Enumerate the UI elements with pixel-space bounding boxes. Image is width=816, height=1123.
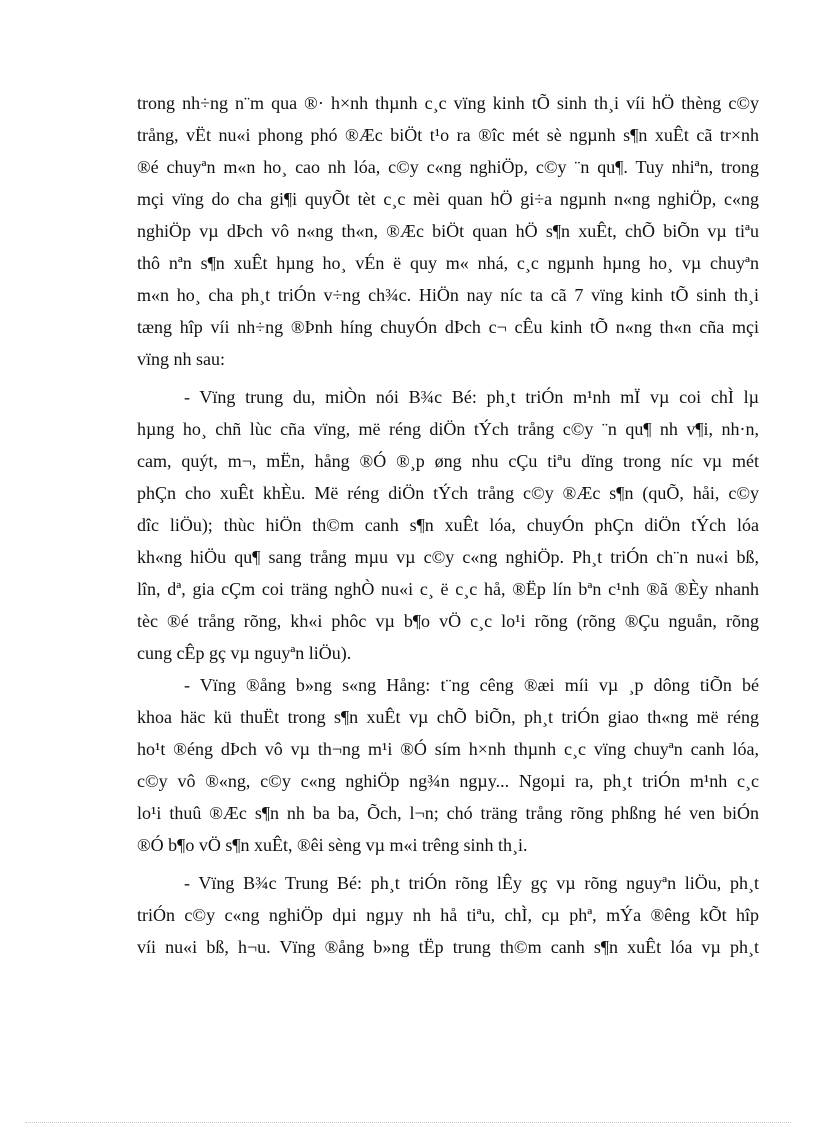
text-line: triÓn c©y c«ng nghiÖp dµi ngµy nh hå tiªu, chÌ, cµ phª, mÝa ®êng kÕt hîp: [137, 905, 759, 925]
text-line: - Vïng B¾c Trung Bé: ph¸t triÓn rõng lÊy gç vµ rõng nguyªn liÖu, ph¸t: [184, 873, 759, 893]
text-line: kh«ng hiÖu qu¶ sang trång mµu vµ c©y c«ng nghiÖp. Ph¸t triÓn ch¨n nu«i bß,: [137, 547, 759, 567]
text-line: tæng hîp víi nh÷ng ®Þnh híng chuyÓn dÞch c¬ cÊu kinh tÕ n«ng th«n cña mçi: [137, 317, 759, 337]
document-body: [137, 87, 759, 963]
text-line: c©y vô ®«ng, c©y c«ng nghiÖp ng¾n ngµy... Ngoµi ra, ph¸t triÓn m¹nh c¸c: [137, 771, 759, 791]
text-line: mçi vïng do cha gi¶i quyÕt tèt c¸c mèi quan hÖ gi÷a ngµnh n«ng nghiÖp, c«ng: [137, 189, 759, 209]
text-line: phÇn cho xuÊt khÈu. Më réng diÖn tÝch trång c©y ®Æc s¶n (quÕ, håi, c©y: [137, 483, 759, 503]
text-line: m«n ho¸ cha ph¸t triÓn v÷ng ch¾c. HiÖn nay níc ta cã 7 vïng kinh tÕ sinh th¸i: [137, 285, 759, 305]
text-line: trong nh÷ng n¨m qua ®· h×nh thµnh c¸c vïng kinh tÕ sinh th¸i víi hÖ thèng c©y: [137, 93, 759, 113]
text-line: lo¹i thuû ®Æc s¶n nh ba ba, Õch, l¬n; chó träng trång rõng phßng hé ven biÓn: [137, 803, 759, 823]
text-line: cam, quýt, m¬, mËn, hång ®Ó ®¸p øng nhu cÇu tiªu dïng trong níc vµ mét: [137, 451, 759, 471]
text-line: ho¹t ®éng dÞch vô vµ th¬ng m¹i ®Ó sím h×nh thµnh c¸c vïng chuyªn canh lóa,: [137, 739, 759, 759]
text-line: cung cÊp gç vµ nguyªn liÖu).: [137, 643, 352, 663]
text-line: tèc ®é trång rõng, kh«i phôc vµ b¶o vÖ c¸c lo¹i rõng (rõng ®Çu nguån, rõng: [137, 611, 759, 631]
text-line: thô nªn s¶n xuÊt hµng ho¸ vÉn ë quy m« nhá, c¸c ngµnh hµng ho¸ vµ chuyªn: [137, 253, 759, 273]
text-line: hµng ho¸ chñ lùc cña vïng, më réng diÖn tÝch trång c©y ¨n qu¶ nh v¶i, nh·n,: [137, 419, 759, 439]
text-line: nghiÖp vµ dÞch vô n«ng th«n, ®Æc biÖt quan hÖ s¶n xuÊt, chÕ biÕn vµ tiªu: [137, 221, 759, 241]
paragraph-northern-midlands: [137, 381, 759, 669]
text-line: - Vïng trung du, miÒn nói B¾c Bé: ph¸t triÓn m¹nh mÏ vµ coi chÌ lµ: [184, 387, 759, 407]
text-line: dîc liÖu); thùc hiÖn th©m canh s¶n xuÊt lóa, chuyÓn phÇn diÖn tÝch lóa: [137, 515, 759, 535]
paragraph-north-central: [137, 867, 759, 963]
text-line: ®é chuyªn m«n ho¸ cao nh lóa, c©y c«ng nghiÖp, c©y ¨n qu¶. Tuy nhiªn, trong: [137, 157, 759, 177]
paragraph-red-river-delta: [137, 669, 759, 861]
text-line: - Vïng ®ång b»ng s«ng Hång: t¨ng cêng ®æi míi vµ ¸p dông tiÕn bé: [184, 675, 759, 695]
text-line: trång, vËt nu«i phong phó ®Æc biÖt t¹o ra ®îc mét sè ngµnh s¶n xuÊt cã tr×nh: [137, 125, 759, 145]
text-line: khoa häc kü thuËt trong s¶n xuÊt vµ chÕ biÕn, ph¸t triÓn giao th«ng më réng: [137, 707, 759, 727]
text-line: lîn, dª, gia cÇm coi träng nghÒ nu«i c¸ ë c¸c hå, ®Ëp lín bªn c¹nh ®ã ®Èy nhanh: [137, 579, 759, 599]
text-line: víi nu«i bß, h¬u. Vïng ®ång b»ng tËp trung th©m canh s¶n xuÊt lóa vµ ph¸t: [137, 937, 759, 957]
paragraph-intro: [137, 87, 759, 375]
text-line: vïng nh sau:: [137, 349, 225, 369]
text-line: ®Ó b¶o vÖ s¶n xuÊt, ®êi sèng vµ m«i trêng sinh th¸i.: [137, 835, 528, 855]
